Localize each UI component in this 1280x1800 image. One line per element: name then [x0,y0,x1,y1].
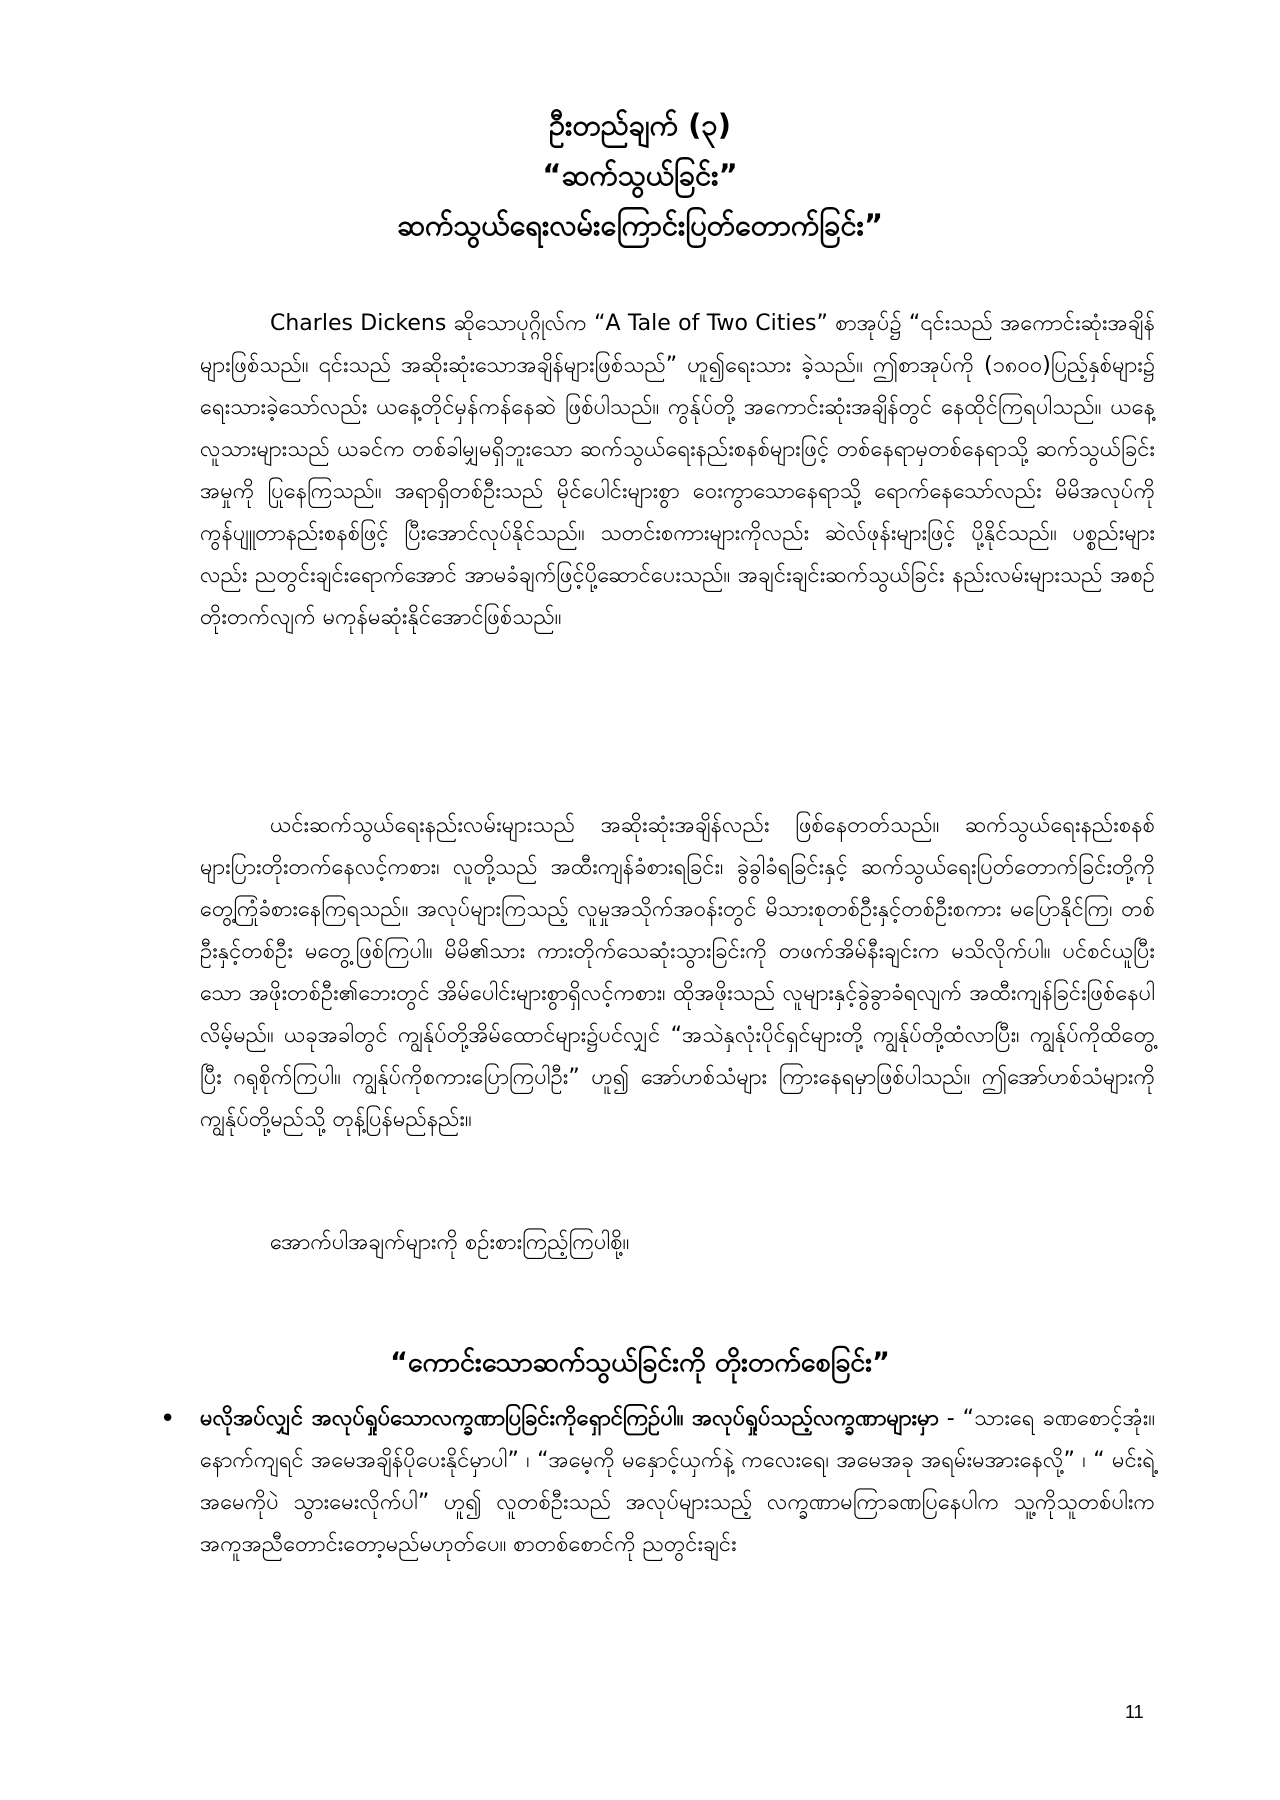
paragraph-2 [200,805,1155,1141]
paragraph-text: ယင်းဆက်သွယ်ရေးနည်းလမ်းများသည် အဆိုးဆုံးအချိန်လည်း ဖြစ်နေတတ်သည်။ ဆက်သွယ်ရေးနည်းစနစ်များပြားတိုးတက်နေလင့်ကစား၊ လူတို့သည် အထီးကျန်ခံစားရခြင်း၊ ခွဲခွါခံရခြင်းနှင့် ဆက်သွယ်ရေးပြတ်တောက်ခြင်းတို့ကို တွေ့ကြုံခံစားနေကြရသည်။ အလုပ်များကြသည့် လူမှုအသိုက်အဝန်းတွင် မိသားစုတစ်ဦးနှင့်တစ်ဦးစကား မပြောနိုင်ကြ၊ တစ်ဦးနှင့်တစ်ဦး မတွေ့ဖြစ်ကြပါ။ မိမိ၏သား ကားတိုက်သေဆုံးသွားခြင်းကို တဖက်အိမ်နီးချင်းက မသိလိုက်ပါ။ ပင်စင်ယူပြီးသော အဖိုးတစ်ဦး၏ဘေးတွင် အိမ်ပေါင်းများစွာရှိလင့်ကစား၊ ထိုအဖိုးသည် လူများနှင့်ခွဲခွာခံရလျက် အထီးကျန်ခြင်းဖြစ်နေပါလိမ့်မည်။ ယခုအခါတွင် ကျွန်ုပ်တို့အိမ်ထောင်များ၌ပင်လျှင် “အသဲနှလုံးပိုင်ရှင်များတို့ ကျွန်ုပ်တို့ထံလာပြီး၊ ကျွန်ုပ်ကိုထိတွေ့ပြီး ဂရုစိုက်ကြပါ။ ကျွန်ုပ်ကိုစကားပြောကြပါဦး” ဟူ၍ အော်ဟစ်သံများ ကြားနေရမှာဖြစ်ပါသည်။ ဤအော်ဟစ်သံများကို ကျွန်ုပ်တို့မည်သို့ တုန့်ပြန်မည်နည်း။ [200,813,1155,1132]
bullet-lead-text: မလိုအပ်လျှင် အလုပ်ရှုပ်သောလက္ခဏာပြခြင်းကိုရှောင်ကြဉ်ပါ။ အလုပ်ရှုပ်သည့်လက္ခဏာများမှာ [200,1406,939,1431]
bullet-text [200,1398,1155,1566]
paragraph-3 [200,1222,1155,1264]
chapter-number-title: ဦးတည်ချက် (၃) [549,108,731,142]
bullet-body-text: - “သားရေ ခဏစောင့်အုံး။ နောက်ကျရင် အမေအချိန်ပိုပေးနိုင်မှာပါ” ၊ “အမေ့ကို မနှောင့်ယှက်နဲ့ ကလေးရေ၊ အမေအခု အရမ်းမအားနေလို့” ၊ “ မင်းရဲ့အမေကိုပဲ သွားမေးလိုက်ပါ” ဟူ၍ လူတစ်ဦးသည် အလုပ်များသည့် လက္ခဏာမကြာခဏပြနေပါက သူ့ကိုသူတစ်ပါးက အကူအညီတောင်းတော့မည်မဟုတ်ပေ။ စာတစ်စောင်ကို ညတွင်းချင်း [200,1406,1155,1557]
paragraph-1 [200,303,1155,639]
paragraph-text: အောက်ပါအချက်များကို စဉ်းစားကြည့်ကြပါစို့။ [270,1230,630,1255]
chapter-subtitle: ဆက်သွယ်ရေးလမ်းကြောင်းပြတ်တောက်ခြင်း” [396,208,884,242]
chapter-topic-title: “ဆက်သွယ်ခြင်း” [542,158,738,192]
chapter-heading [0,100,1280,250]
paragraph-text: Charles Dickens ဆိုသောပုဂ္ဂိုလ်က “A Tale of Two Cities” စာအုပ်၌ “၎င်းသည် အကောင်းဆုံးအချိန်များဖြစ်သည်။ ၎င်းသည် အဆိုးဆုံးသောအချိန်များဖြစ်သည်” ဟူ၍ရေးသား ခဲ့သည်။ ဤစာအုပ်ကို (၁၈၀၀)ပြည့်နှစ်များ၌ ရေးသားခဲ့သော်လည်း ယနေ့တိုင်မှန်ကန်နေဆဲ ဖြစ်ပါသည်။ ကွန်ုပ်တို့ အကောင်းဆုံးအချိန်တွင် နေထိုင်ကြရပါသည်။ ယနေ့လူသားများသည် ယခင်က တစ်ခါမျှမရှိဘူးသော ဆက်သွယ်ရေးနည်းစနစ်များဖြင့် တစ်နေရာမှတစ်နေရာသို့ ဆက်သွယ်ခြင်း အမှုကို ပြုနေကြသည်။ အရာရှိတစ်ဦးသည် မိုင်ပေါင်းများစွာ ဝေးကွာသောနေရာသို့ ရောက်နေသော်လည်း မိမိအလုပ်ကို ကွန်ပျူတာနည်းစနစ်ဖြင့် ပြီးအောင်လုပ်နိုင်သည်။ သတင်းစကားများကိုလည်း ဆဲလ်ဖုန်းများဖြင့် ပို့နိုင်သည်။ ပစ္စည်းများလည်း ညတွင်းချင်းရောက်အောင် အာမခံချက်ဖြင့်ပို့ဆောင်ပေးသည်။ အချင်းချင်းဆက်သွယ်ခြင်း နည်းလမ်းများသည် အစဉ်တိုးတက်လျက် မကုန်မဆုံးနိုင်အောင်ဖြစ်သည်။ [200,311,1155,630]
bullet-icon: • [160,1404,176,1434]
section-heading: “ကောင်းသောဆက်သွယ်ခြင်းကို တိုးတက်စေခြင်း” [390,1347,890,1378]
page-number: 11 [1125,1702,1144,1722]
